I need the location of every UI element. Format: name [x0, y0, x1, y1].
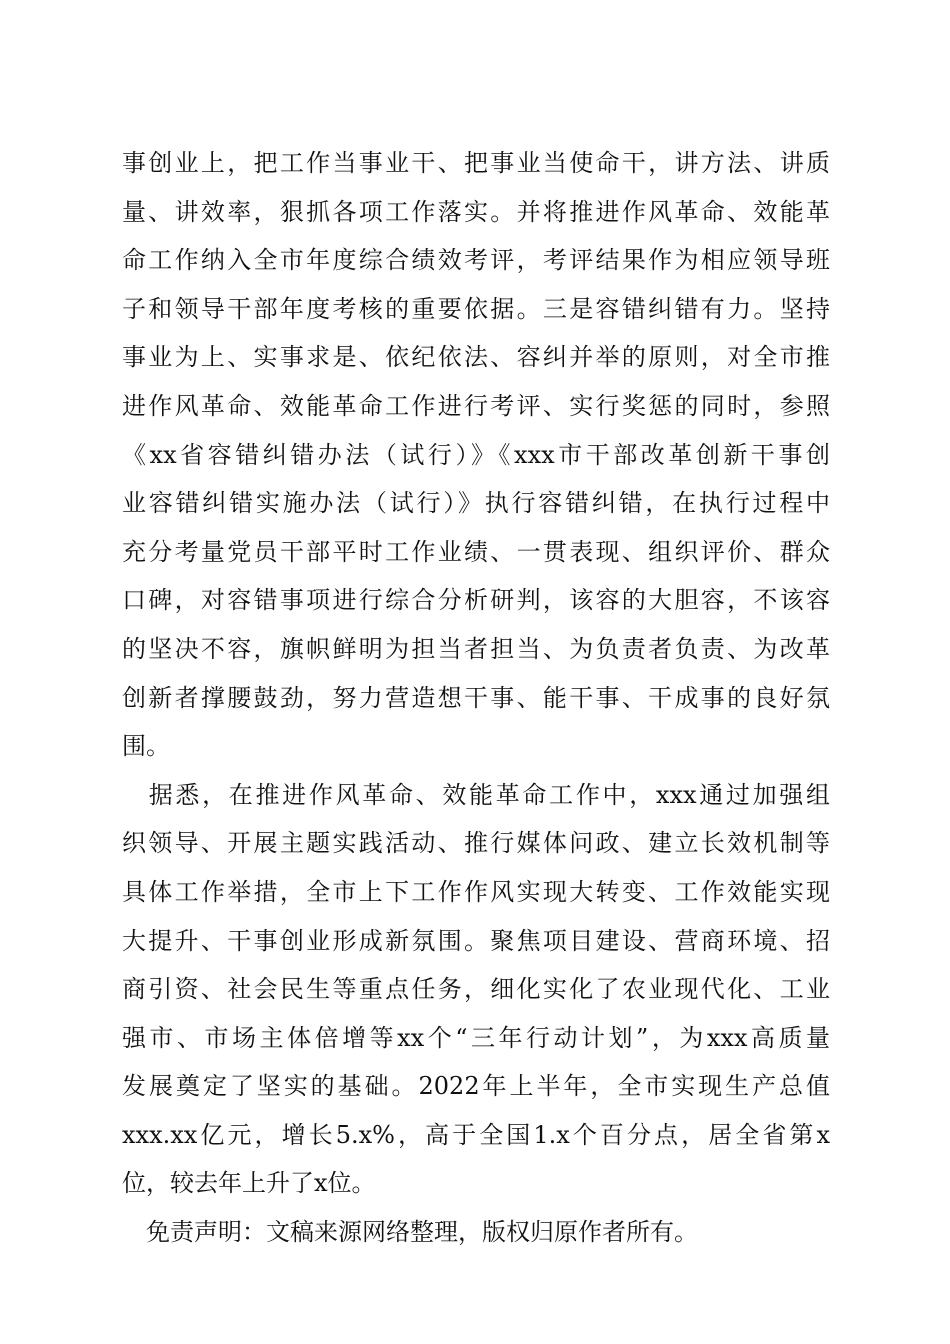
- text-line: xxx.xx亿元，增长5.x%，高于全国1.x个百分点，居全省第x: [122, 1120, 830, 1149]
- disclaimer-text: 免责声明：文稿来源网络整理，版权归原作者所有。: [122, 1218, 698, 1247]
- text-line: 事业为上、实事求是、依纪依法、容纠并举的原则，对全市推: [122, 343, 830, 372]
- text-line: 《xx省容错纠错办法（试行）》《xxx市干部改革创新干事创: [122, 440, 830, 469]
- text-line: 位，较去年上升了x位。: [122, 1169, 376, 1198]
- text-line: 据悉，在推进作风革命、效能革命工作中，xxx通过加强组: [122, 780, 830, 809]
- text-line: 围。: [122, 732, 170, 761]
- paragraph-1: [122, 139, 830, 771]
- text-line: 具体工作举措，全市上下工作作风实现大转变、工作效能实现: [122, 877, 830, 906]
- text-line: 口碑，对容错事项进行综合分析研判，该容的大胆容，不该容: [122, 586, 830, 615]
- text-line: 子和领导干部年度考核的重要依据。三是容错纠错有力。坚持: [122, 294, 830, 323]
- text-line: 充分考量党员干部平时工作业绩、一贯表现、组织评价、群众: [122, 537, 830, 566]
- text-line: 大提升、干事创业形成新氛围。聚焦项目建设、营商环境、招: [122, 926, 830, 955]
- disclaimer-paragraph: [122, 1208, 830, 1257]
- document-body: [122, 139, 830, 1257]
- text-line: 强市、市场主体倍增等xx个“三年行动计划”，为xxx高质量: [122, 1023, 830, 1052]
- text-line: 事创业上，把工作当事业干、把事业当使命干，讲方法、讲质: [122, 149, 830, 177]
- paragraph-2: [122, 771, 830, 1208]
- text-line: 的坚决不容，旗帜鲜明为担当者担当、为负责者负责、为改革: [122, 634, 830, 663]
- text-line: 量、讲效率，狠抓各项工作落实。并将推进作风革命、效能革: [122, 197, 830, 226]
- text-line: 进作风革命、效能革命工作进行考评、实行奖惩的同时，参照: [122, 391, 830, 420]
- text-line: 发展奠定了坚实的基础。2022年上半年，全市实现生产总值: [122, 1072, 830, 1101]
- text-line: 商引资、社会民生等重点任务，细化实化了农业现代化、工业: [122, 975, 830, 1004]
- text-line: 织领导、开展主题实践活动、推行媒体问政、建立长效机制等: [122, 829, 830, 858]
- text-line: 命工作纳入全市年度综合绩效考评，考评结果作为相应领导班: [122, 246, 830, 275]
- text-line: 创新者撑腰鼓劲，努力营造想干事、能干事、干成事的良好氛: [122, 683, 830, 712]
- text-line: 业容错纠错实施办法（试行）》执行容错纠错，在执行过程中: [122, 489, 830, 518]
